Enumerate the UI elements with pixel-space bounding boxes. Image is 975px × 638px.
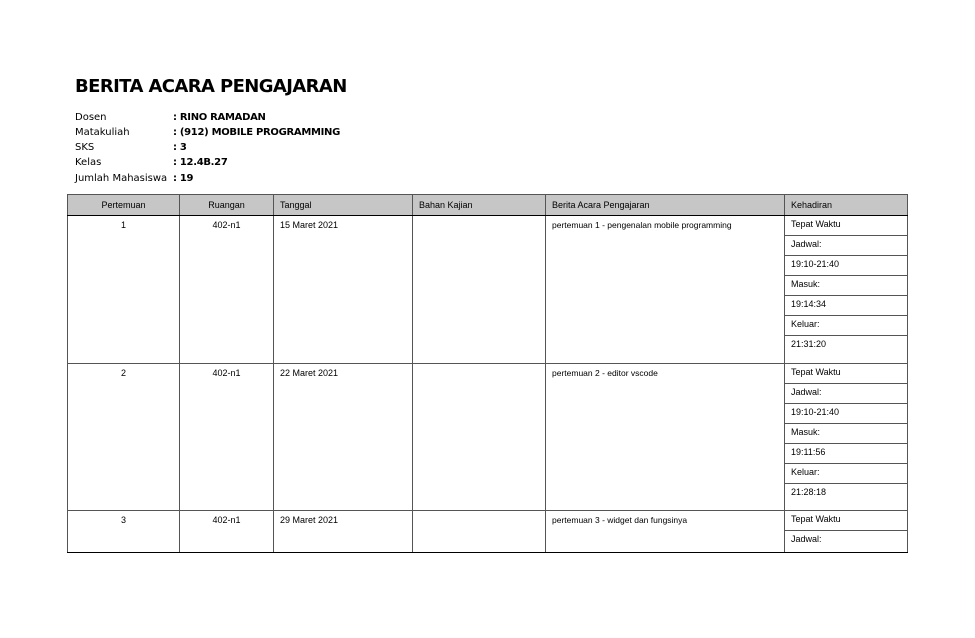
table-row: [68, 216, 908, 364]
kehadiran-jadwal-value: 19:10-21:40: [785, 256, 907, 276]
header-kehadiran: Kehadiran: [785, 195, 908, 216]
cell-pertemuan: 1: [68, 216, 180, 364]
header-ruangan: Ruangan: [180, 195, 274, 216]
info-value-jumlah: : 19: [173, 173, 194, 184]
info-value-kelas: : 12.4B.27: [173, 157, 228, 168]
cell-ruangan: 402-n1: [180, 216, 274, 364]
cell-kehadiran: [785, 216, 908, 364]
table-row: [68, 511, 908, 553]
attendance-table: [67, 194, 908, 553]
kehadiran-status: Tepat Waktu: [785, 364, 907, 384]
cell-pertemuan: 3: [68, 511, 180, 553]
table-row: [68, 364, 908, 511]
header-berita-acara: Berita Acara Pengajaran: [546, 195, 785, 216]
cell-tanggal: 22 Maret 2021: [274, 364, 413, 511]
cell-tanggal: 29 Maret 2021: [274, 511, 413, 553]
header-bahan-kajian: Bahan Kajian: [413, 195, 546, 216]
cell-berita-acara: pertemuan 1 - pengenalan mobile programming: [546, 216, 785, 364]
cell-pertemuan: 2: [68, 364, 180, 511]
header-tanggal: Tanggal: [274, 195, 413, 216]
kehadiran-jadwal-label: Jadwal:: [785, 384, 907, 404]
info-value-dosen: : RINO RAMADAN: [173, 112, 266, 123]
cell-bahan-kajian: [413, 216, 546, 364]
cell-bahan-kajian: [413, 364, 546, 511]
cell-berita-acara: pertemuan 2 - editor vscode: [546, 364, 785, 511]
cell-kehadiran: [785, 364, 908, 511]
info-label-jumlah: Jumlah Mahasiswa: [75, 173, 168, 184]
cell-bahan-kajian: [413, 511, 546, 553]
info-value-sks: : 3: [173, 142, 187, 153]
header-pertemuan: Pertemuan: [68, 195, 180, 216]
kehadiran-keluar-value: 21:28:18: [791, 487, 827, 497]
kehadiran-jadwal-value: 19:10-21:40: [785, 404, 907, 424]
info-label-kelas: Kelas: [75, 157, 102, 168]
kehadiran-keluar-label: Keluar:: [785, 316, 907, 336]
kehadiran-keluar-value: 21:31:20: [791, 339, 827, 349]
info-label-sks: SKS: [75, 142, 95, 153]
kehadiran-status: Tepat Waktu: [785, 216, 907, 236]
cell-ruangan: 402-n1: [180, 364, 274, 511]
cell-tanggal: 15 Maret 2021: [274, 216, 413, 364]
cell-kehadiran: [785, 511, 908, 553]
kehadiran-masuk-label: Masuk:: [785, 424, 907, 444]
kehadiran-jadwal-label: Jadwal:: [785, 236, 907, 256]
info-label-dosen: Dosen: [75, 112, 107, 123]
table-header-row: [68, 195, 908, 216]
cell-ruangan: 402-n1: [180, 511, 274, 553]
cell-berita-acara: pertemuan 3 - widget dan fungsinya: [546, 511, 785, 553]
kehadiran-jadwal-label: Jadwal:: [791, 534, 822, 544]
kehadiran-masuk-value: 19:14:34: [785, 296, 907, 316]
kehadiran-keluar-label: Keluar:: [785, 464, 907, 484]
kehadiran-masuk-value: 19:11:56: [785, 444, 907, 464]
info-label-matakuliah: Matakuliah: [75, 127, 130, 138]
info-value-matakuliah: : (912) MOBILE PROGRAMMING: [173, 127, 341, 138]
document-title: BERITA ACARA PENGAJARAN: [75, 76, 347, 97]
kehadiran-status: Tepat Waktu: [785, 511, 907, 531]
kehadiran-masuk-label: Masuk:: [785, 276, 907, 296]
